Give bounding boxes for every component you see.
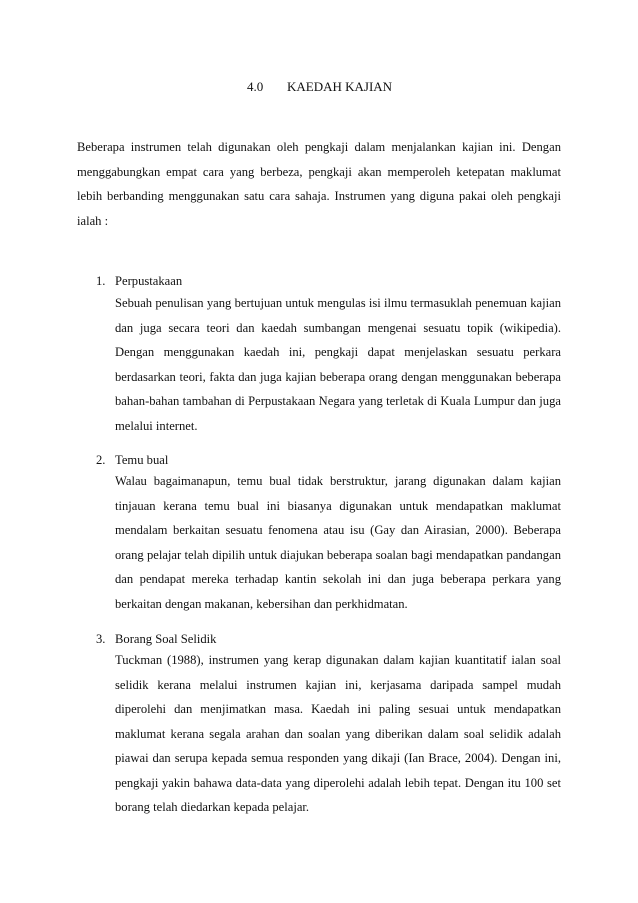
list-item-number: 2.: [96, 453, 106, 467]
section-number: 4.0: [247, 79, 264, 94]
list-item-body: Tuckman (1988), instrumen yang kerap digunakan dalam kajian kuantitatif ialan soal selidik kerana melalui instrumen kajian ini, kerjasama daripada sampel mudah diperolehi dan menjimatkan masa. Kaedah ini paling sesuai untuk mendapatkan maklumat kerana segala arahan dan soalan yang diberikan dalam soal selidik adalah piawai dan serupa kepada semua responden yang dikaji (Ian Brace, 2004). Dengan ini, pengkaji yakin bahawa data-data yang diperolehi adalah lebih tepat. Dengan itu 100 set borang telah diedarkan kepada pelajar.: [115, 653, 561, 814]
list-item-heading: [96, 452, 168, 468]
list-item-heading: [96, 273, 182, 289]
section-heading: [247, 79, 392, 95]
list-item-heading: [96, 631, 216, 647]
list-item-number: 3.: [96, 632, 106, 646]
list-item-number: 1.: [96, 274, 106, 288]
list-item-body: Walau bagaimanapun, temu bual tidak berstruktur, jarang digunakan dalam kajian tinjauan kerana temu bual ini biasanya digunakan untuk mendapatkan maklumat mendalam berkaitan sesuatu fenomena atau isu (Gay dan Airasian, 2000). Beberapa orang pelajar telah dipilih untuk diajukan beberapa soalan bagi mendapatkan pandangan dan pendapat mereka terhadap kantin sekolah ini dan juga beberapa perkara yang berkaitan dengan makanan, kebersihan dan perkhidmatan.: [115, 474, 561, 611]
section-title: KAEDAH KAJIAN: [287, 79, 393, 94]
list-item-title: Temu bual: [115, 453, 169, 467]
intro-paragraph: Beberapa instrumen telah digunakan oleh pengkaji dalam menjalankan kajian ini. Dengan menggabungkan empat cara yang berbeza, pengkaji akan memperoleh ketepatan maklumat lebih berbanding menggunakan satu cara sahaja. Instrumen yang diguna pakai oleh pengkaji ialah :: [77, 140, 561, 228]
list-item-body: Sebuah penulisan yang bertujuan untuk mengulas isi ilmu termasuklah penemuan kajian dan juga secara teori dan kaedah sumbangan mengenai sesuatu topik (wikipedia). Dengan menggunakan kaedah ini, pengkaji dapat menjelaskan sesuatu perkara berdasarkan teori, fakta dan juga kajian beberapa orang dengan menggunakan beberapa bahan-bahan tambahan di Perpustakaan Negara yang terletak di Kuala Lumpur dan juga melalui internet.: [115, 296, 561, 433]
list-item-title: Borang Soal Selidik: [115, 632, 217, 646]
list-item-title: Perpustakaan: [115, 274, 183, 288]
